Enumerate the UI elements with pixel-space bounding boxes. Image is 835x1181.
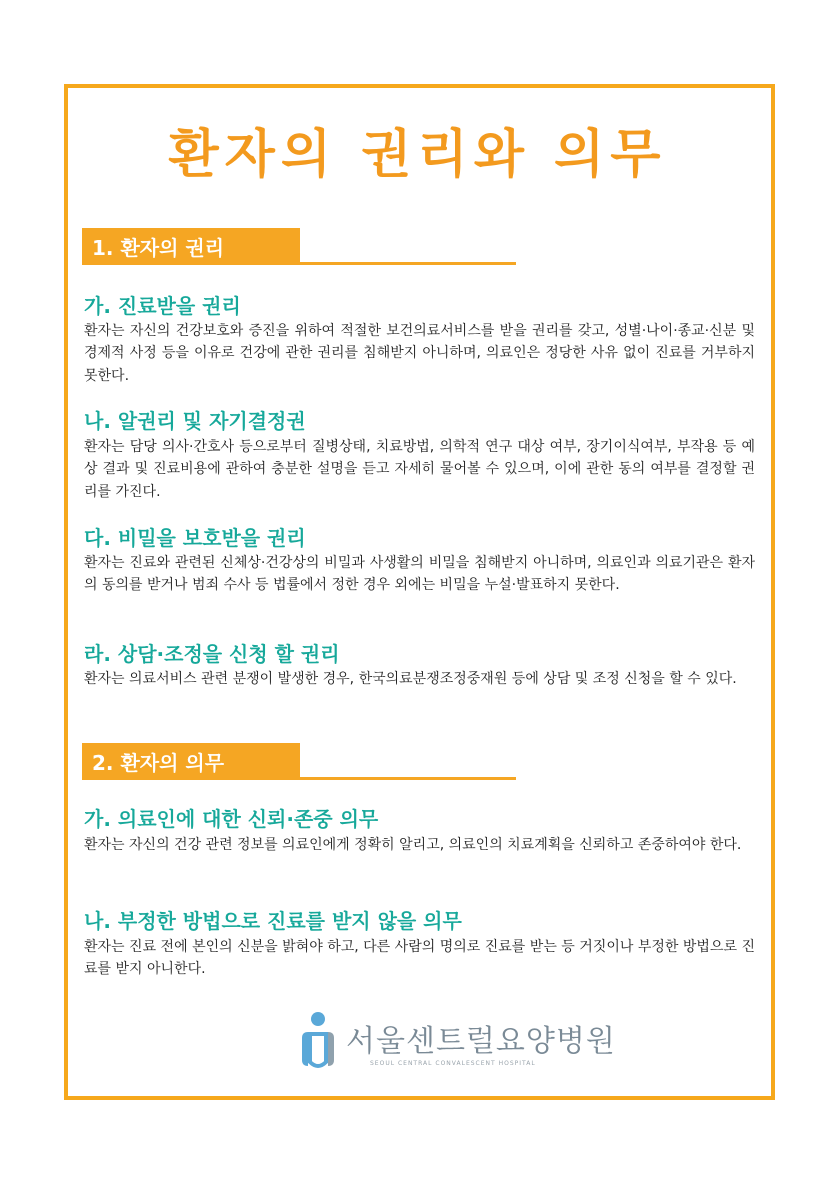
subheading-right-to-privacy: 다. 비밀을 보호받을 권리 — [84, 526, 306, 550]
section-header-label: 1. 환자의 권리 — [92, 236, 225, 260]
paragraph-right-to-privacy: 환자는 진료와 관련된 신체상·건강상의 비밀과 사생활의 비밀을 침해받지 아니하며, 의료인과 의료기관은 환자의 동의를 받거나 범죄 수사 등 법률에서 정한 경우 외에는 비밀을 누설·발표하지 못한다. — [84, 555, 755, 594]
subheading-duty-of-honesty: 나. 부정한 방법으로 진료를 받지 않을 의무 — [84, 909, 462, 933]
section-header-underline — [82, 262, 516, 265]
subheading-duty-of-trust: 가. 의료인에 대한 신뢰·존중 의무 — [84, 807, 379, 831]
paragraph-duty-of-honesty: 환자는 진료 전에 본인의 신분을 밝혀야 하고, 다른 사람의 명의로 진료를 받는 등 거짓이나 부정한 방법으로 진료를 받지 아니한다. — [84, 939, 755, 978]
hospital-emblem-icon — [294, 1010, 342, 1078]
paragraph-right-to-mediation: 환자는 의료서비스 관련 분쟁이 발생한 경우, 한국의료분쟁조정중재원 등에 상담 및 조정 신청을 할 수 있다. — [84, 671, 737, 687]
paragraph-right-to-treatment: 환자는 자신의 건강보호와 증진을 위하여 적절한 보건의료서비스를 받을 권리를 갖고, 성별·나이·종교·신분 및 경제적 사정 등을 이유로 건강에 관한 권리를 침해받지 아니하며, 의료인은 정당한 사유 없이 진료를 거부하지 못한다. — [84, 323, 755, 384]
page-title: 환자의 권리와 의무 — [168, 125, 667, 185]
section-header-underline — [82, 777, 516, 780]
hospital-logo — [294, 1010, 616, 1090]
subheading-right-to-mediation: 라. 상담·조정을 신청 할 권리 — [84, 642, 340, 666]
hospital-name-english: SEOUL CENTRAL CONVALESCENT HOSPITAL — [370, 1060, 536, 1067]
paragraph-duty-of-trust: 환자는 자신의 건강 관련 정보를 의료인에게 정확히 알리고, 의료인의 치료계획을 신뢰하고 존중하여야 한다. — [84, 837, 742, 853]
subheading-right-to-treatment: 가. 진료받을 권리 — [84, 294, 241, 318]
subheading-right-to-know: 나. 알권리 및 자기결정권 — [84, 409, 306, 433]
paragraph-right-to-know: 환자는 담당 의사·간호사 등으로부터 질병상태, 치료방법, 의학적 연구 대상 여부, 장기이식여부, 부작용 등 예상 결과 및 진료비용에 관하여 충분한 설명을 듣고 자세히 물어볼 수 있으며, 이에 관한 동의 여부를 결정할 권리를 가진다. — [84, 439, 755, 500]
section-header-label: 2. 환자의 의무 — [92, 751, 225, 775]
hospital-name: 서울센트럴요양병원 — [346, 1024, 616, 1059]
